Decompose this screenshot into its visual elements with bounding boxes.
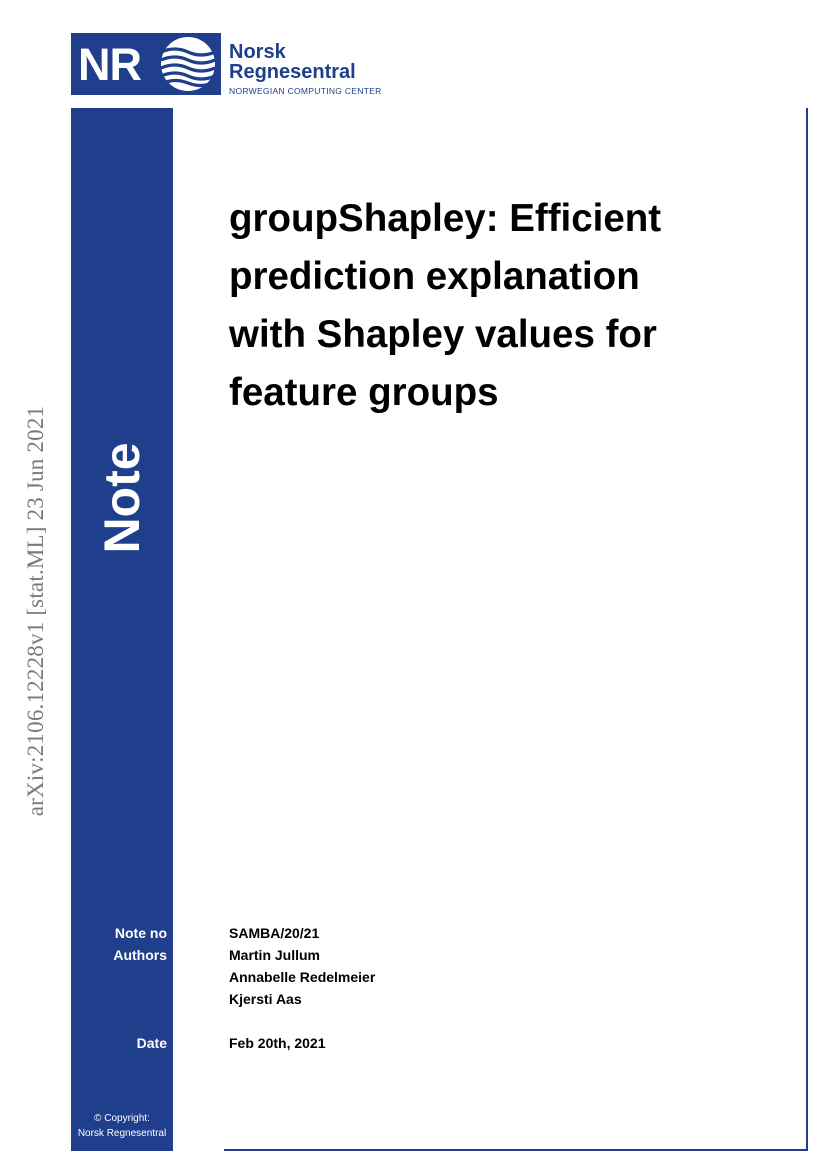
date-value: Feb 20th, 2021	[229, 1035, 326, 1051]
sidebar-band	[71, 108, 173, 1151]
document-title	[229, 190, 769, 422]
author-name: Annabelle Redelmeier	[229, 969, 376, 985]
right-rule	[806, 108, 808, 1151]
copyright-line: Norsk Regnesentral	[77, 1128, 167, 1139]
title-line: with Shapley values for	[229, 313, 657, 356]
title-line: prediction explanation	[229, 255, 640, 298]
bottom-rule	[224, 1149, 808, 1151]
author-name: Martin Jullum	[229, 947, 321, 963]
note-no-label: Note no	[114, 925, 167, 941]
title-line: groupShapley: Efficient	[229, 197, 662, 240]
copyright-line: © Copyright:	[94, 1113, 150, 1124]
title-line: feature groups	[229, 371, 499, 414]
logo-name-line2: Regnesentral	[229, 61, 356, 83]
logo-mark-text: NR	[78, 39, 141, 90]
author-name: Kjersti Aas	[229, 991, 302, 1007]
logo-name-line1: Norsk	[229, 41, 286, 63]
authors-label: Authors	[113, 947, 167, 963]
note-no-value: SAMBA/20/21	[229, 925, 320, 941]
arxiv-stamp: arXiv:2106.12228v1 [stat.ML] 23 Jun 2021	[23, 405, 48, 817]
logo-subtitle: NORWEGIAN COMPUTING CENTER	[229, 86, 382, 96]
sidebar-note-label: Note	[94, 442, 150, 554]
logo-name	[229, 42, 356, 82]
copyright-notice	[71, 1111, 173, 1141]
logo-globe-icon	[155, 33, 221, 95]
date-label: Date	[136, 1035, 167, 1051]
